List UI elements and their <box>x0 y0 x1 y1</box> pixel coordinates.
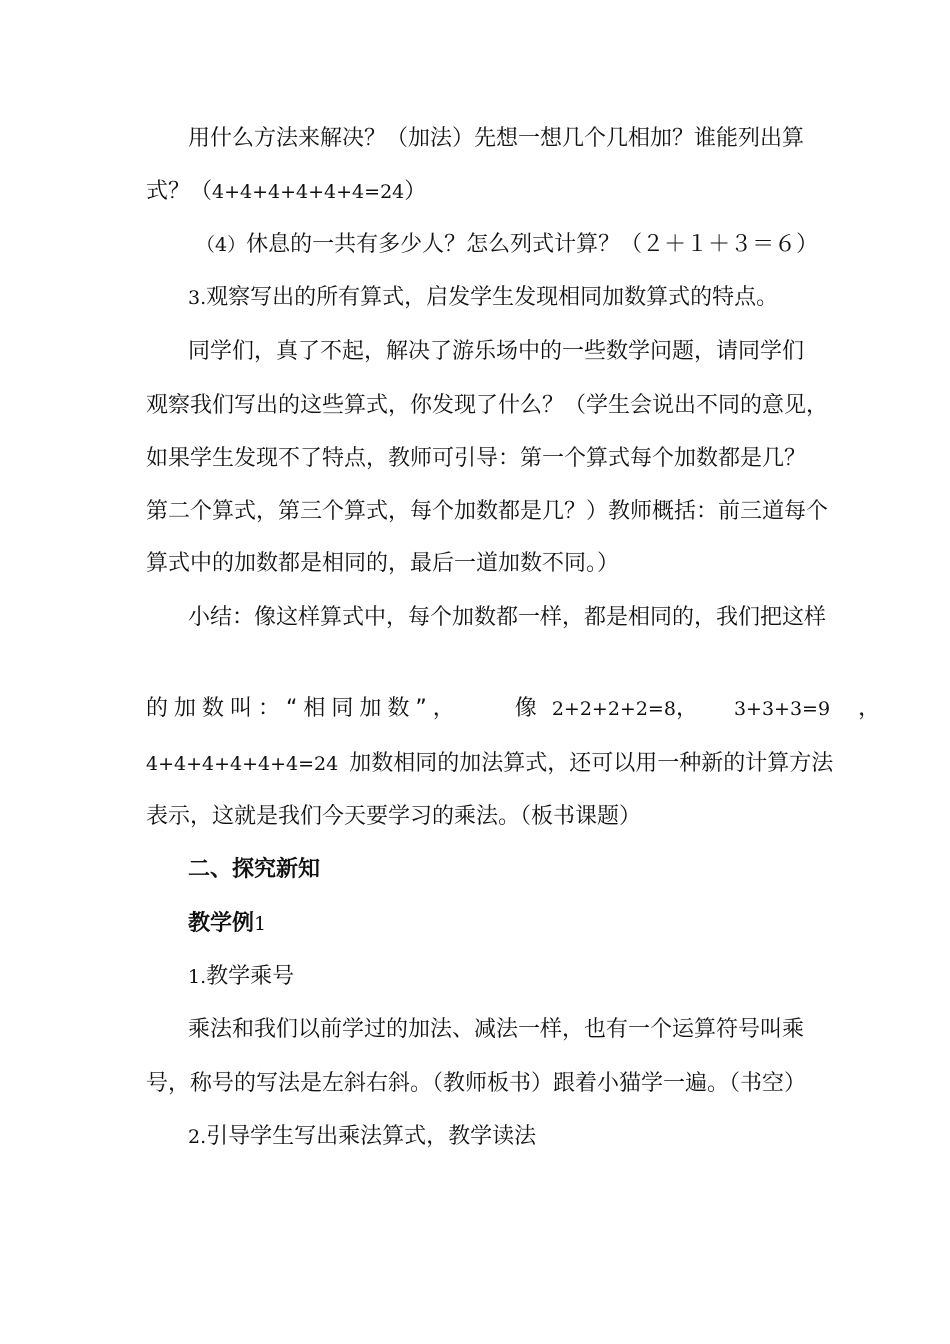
text: 式？（ <box>146 179 213 204</box>
paragraph-line <box>188 337 804 367</box>
item-number: 2. <box>188 1126 207 1148</box>
text: 引导学生写出乘法算式，教学读法 <box>206 1124 537 1149</box>
text: 教学乘号 <box>206 964 295 989</box>
equation: 3+3+3=9 <box>733 698 831 720</box>
text: 观察写出的所有算式，启发学生发现相同加数算式的特点。 <box>206 285 779 310</box>
paragraph-line <box>188 1015 804 1045</box>
text: 表示，这就是我们今天要学习的乘法。（板书课题） <box>146 804 642 829</box>
paragraph-line <box>196 230 818 260</box>
section-heading <box>188 855 320 885</box>
text: ， <box>675 696 698 721</box>
heading-text: 教学例 <box>188 911 255 936</box>
subsection-heading <box>188 909 266 939</box>
text: 小结：像这样算式中，每个加数都一样，都是相同的，我们把这样 <box>188 605 827 630</box>
paragraph-line <box>188 603 826 633</box>
paragraph-line <box>146 549 619 579</box>
heading-text: 二、探究新知 <box>188 857 321 882</box>
paragraph-line <box>146 391 828 421</box>
paragraph-line <box>146 1069 806 1099</box>
paragraph-line <box>146 497 828 527</box>
heading-number: 1 <box>254 913 267 935</box>
paragraph-line <box>188 962 294 992</box>
text: 像 <box>514 696 537 721</box>
equation: 4+4+4+4+4+4=24 <box>146 753 339 775</box>
text: 第二个算式，第三个算式，每个加数都是几？）教师概括：前三道每个 <box>146 499 829 524</box>
paragraph-line <box>146 749 833 779</box>
text: 加数相同的加法算式，还可以用一种新的计算方法 <box>349 751 834 776</box>
text: 的加数叫：“相同加数”， <box>146 696 461 721</box>
paragraph-line <box>188 283 778 313</box>
equation: 2+2+2+2=8 <box>551 698 676 720</box>
equation: 4+4+4+4+4+4=24 <box>212 181 405 203</box>
text: 用什么方法来解决？（加法）先想一想几个几相加？谁能列出算 <box>188 126 805 151</box>
paragraph-line <box>188 1122 536 1152</box>
text: 观察我们写出的这些算式，你发现了什么？（学生会说出不同的意见， <box>146 393 829 418</box>
paragraph-line <box>188 124 804 154</box>
text: 算式中的加数都是相同的，最后一道加数不同。） <box>146 551 620 576</box>
text: 如果学生发现不了特点，教师可引导：第一个算式每个加数都是几？ <box>146 446 807 471</box>
item-number: 1. <box>188 966 207 988</box>
paragraph-line <box>146 177 426 207</box>
text: 同学们，真了不起，解决了游乐场中的一些数学问题，请同学们 <box>188 339 805 364</box>
item-number: 3. <box>188 287 207 309</box>
text: 号，称号的写法是左斜右斜。（教师板书）跟着小猫学一遍。（书空） <box>146 1071 807 1096</box>
text: ， <box>858 696 881 721</box>
text: 休息的一共有多少人？怎么列式计算？（２＋１＋３＝６） <box>246 232 819 257</box>
paragraph-line <box>146 802 641 832</box>
paragraph-line <box>146 444 806 474</box>
text: ） <box>404 179 427 204</box>
paragraph-line <box>146 694 880 724</box>
item-number: （4） <box>196 234 247 256</box>
text: 乘法和我们以前学过的加法、减法一样，也有一个运算符号叫乘 <box>188 1017 805 1042</box>
